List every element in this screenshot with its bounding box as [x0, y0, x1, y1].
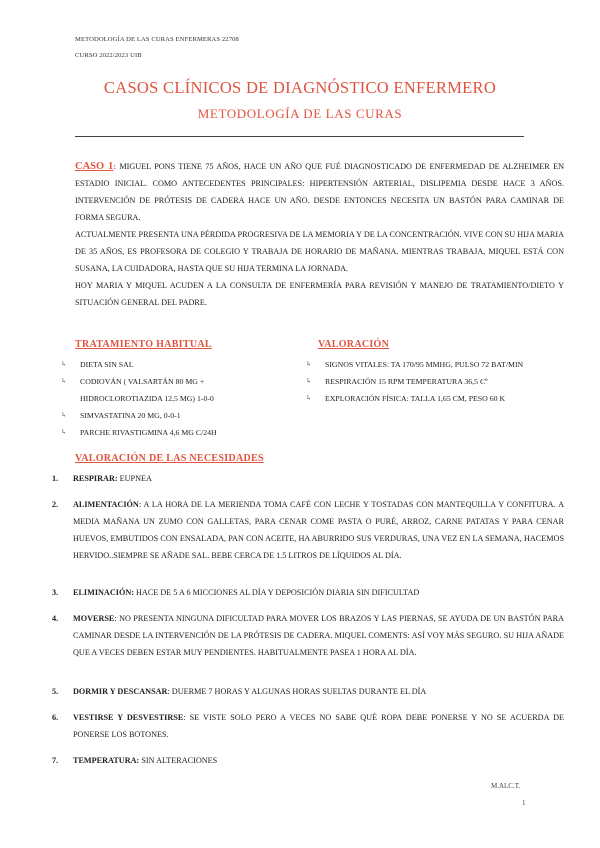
list-item: ↳ PARCHE RIVASTIGMINA 4,6 MG C/24H	[61, 424, 281, 441]
case-text-1: MIGUEL PONS TIENE 75 AÑOS, HACE UN AÑO QUE FUÉ DIAGNOSTICADO DE ENFERMEDAD DE ALZHEIMER EN ESTADIO INICIAL. COMO ANTECEDENTES PRINCIPALES: HIPERTENSIÓN ARTERIAL, DISLIPEMIA DESDE HACE 3 AÑOS. INTERVENCIÓN DE PRÓTESIS DE CADERA HACE UN AÑO. DESDE ENTONCES NECESITA UN BASTÓN PARA CAMINAR DE FORMA SEGURA.	[75, 162, 564, 222]
arrow-icon: ↳	[61, 360, 67, 368]
title-divider	[75, 136, 524, 137]
list-item: ↳ SIMVASTATINA 20 MG, 0-0-1	[61, 407, 281, 424]
arrow-icon: ↳	[306, 360, 312, 368]
list-item: ↳ SIGNOS VITALES: TA 170/95 MMHG, PULSO 72 BAT/MIN	[306, 356, 556, 373]
footer-author: M.ALC.T.	[491, 782, 521, 790]
header-year-line: CURSO 2022/2023 UIB	[75, 52, 142, 59]
page-title: CASOS CLÍNICOS DE DIAGNÓSTICO ENFERMERO	[103, 78, 497, 97]
arrow-icon: ↳	[61, 428, 67, 436]
need-item-moverse: 4. MOVERSE: NO PRESENTA NINGUNA DIFICULTAD PARA MOVER LOS BRAZOS Y LAS PIERNAS, SE AYUDA DE UN BASTÓN PARA CAMINAR DESDE LA INTERVENCIÓN DE LA PRÓTESIS DE CADERA. MIQUEL COMENTS: ASÍ VOY MÁS SEGURO. SU HIJA AÑADE QUE A VECES DEBEN ESTAR MUY PENDIENTES. HABITUALMENTE PASEA 1 HORA AL DÍA.	[52, 614, 564, 657]
arrow-icon: ↳	[61, 377, 67, 385]
need-item-dormir: 5. DORMIR Y DESCANSAR: DUERME 7 HORAS Y ALGUNAS HORAS SUELTAS DURANTE EL DÍA	[52, 687, 427, 696]
page-subtitle: METODOLOGÍA DE LAS CURAS	[197, 106, 403, 121]
need-item-alimentacion: 2. ALIMENTACIÓN: A LA HORA DE LA MERIENDA TOMA CAFÉ CON LECHE Y TOSTADAS CON MANTEQUILLA Y CONFITURA. A MEDIA MAÑANA UN ZUMO CON GALLETAS, PARA CENAR COME PASTA O PURÉ, ARROZ, CARNE PATATAS Y PARA CENAR HUEVOS, EMBUTIDOS CON ENSALADA, PAN CON ACEITE, HA ABURRIDO SUS VERDURAS, UNA VEZ EN LA SEMANA, HACEMOS HERVIDO..SIEMPRE SE AÑADE SAL. BEBE CERCA DE 1.5 LITROS DE LÍQUIDOS AL DÍA.	[52, 500, 564, 560]
case-paragraph-3: HOY MARIA Y MIQUEL ACUDEN A LA CONSULTA DE ENFERMERÍA PARA REVISIÓN Y MANEJO DE TRATAMIENTO/DIETO Y SITUACIÓN GENERAL DEL PADRE.	[75, 281, 564, 307]
needs-heading: VALORACIÓN DE LAS NECESIDADES	[75, 453, 264, 464]
need-item-eliminacion: 3. ELIMINACIÓN: HACE DE 5 A 6 MICCIONES AL DÍA Y DEPOSICIÓN DIARIA SIN DIFICULTAD	[52, 588, 420, 597]
list-item: ↳ EXPLORACIÓN FÍSICA: TALLA 1,65 CM, PESO 60 K	[306, 390, 556, 407]
arrow-icon: ↳	[306, 377, 312, 385]
treatment-list	[61, 356, 281, 441]
case-description	[75, 158, 564, 311]
list-item: ↳ DIETA SIN SAL	[61, 356, 281, 373]
list-item: ↳ RESPIRACIÓN 15 RPM TEMPERATURA 36,5 Cº	[306, 373, 556, 390]
arrow-icon: ↳	[61, 411, 67, 419]
need-item-temperatura: 7. TEMPERATURA: SIN ALTERACIONES	[52, 756, 218, 765]
case-paragraph-2: ACTUALMENTE PRESENTA UNA PÉRDIDA PROGRESIVA DE LA MEMORIA Y DE LA CONCENTRACIÓN. VIVE CON SU HIJA MARIA DE 35 AÑOS, ES PROFESORA DE COLEGIO Y TRABAJA DE HORARIO DE MAÑANA. MIENTRAS TRABAJA, MIQUEL ESTÁ CON SUSANA, LA CUIDADORA, HASTA QUE SU HIJA TERMINA LA JORNADA.	[75, 230, 564, 273]
treatment-heading: TRATAMIENTO HABITUAL	[75, 339, 212, 350]
need-item-vestirse: 6. VESTIRSE Y DESVESTIRSE: SE VISTE SOLO PERO A VECES NO SABE QUÉ ROPA DEBE PONERSE Y NO SE ACUERDA DE PONERSE LOS BOTONES.	[52, 713, 564, 739]
header-course-line: METODOLOGÍA DE LAS CURAS ENFERMERAS 22708	[75, 36, 239, 43]
case-label-separator: :	[113, 162, 117, 171]
assessment-list	[306, 356, 556, 407]
case-paragraph-1	[75, 158, 564, 226]
list-item: ↳ CODIOVÁN ( VALSARTÁN 80 MG + HIDROCLOROTIAZIDA 12,5 MG) 1-0-0	[61, 373, 281, 407]
page-number: 1	[522, 799, 526, 807]
assessment-heading: VALORACIÓN	[318, 339, 390, 350]
case-label: CASO 1	[75, 161, 114, 172]
need-item-respirar: 1. RESPIRAR: EUPNEA	[52, 474, 152, 483]
arrow-icon: ↳	[306, 394, 312, 402]
